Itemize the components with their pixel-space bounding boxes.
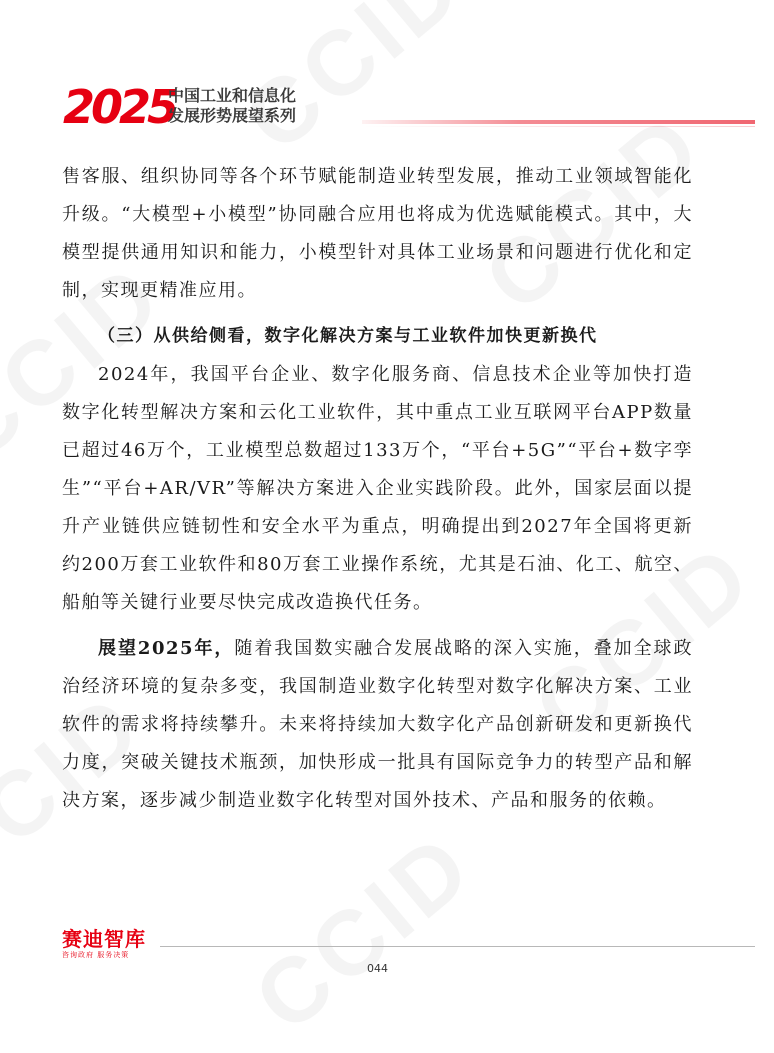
brand-name: 赛迪智库 xyxy=(62,927,146,951)
brand-logo xyxy=(62,928,146,960)
page-number: 044 xyxy=(367,962,388,975)
page-header xyxy=(62,80,755,134)
outlook-text: 随着我国数实融合发展战略的深入实施，叠加全球政治经济环境的复杂多变，我国制造业数字化转型对数字化解决方案、工业软件的需求将持续攀升。未来将持续加大数字化产品创新研发和更新换代力度，突破关键技术瓶颈，加快形成一批具有国际竞争力的转型产品和解决方案，逐步减少制造业数字化转型对国外技术、产品和服务的依赖。 xyxy=(62,638,693,811)
header-divider xyxy=(362,120,755,124)
series-title-line2: 发展形势展望系列 xyxy=(168,106,297,125)
outlook-lead: 展望2025年， xyxy=(98,638,235,659)
paragraph-outlook xyxy=(62,630,693,820)
paragraph-continued: 售客服、组织协同等各个环节赋能制造业转型发展，推动工业领域智能化升级。“大模型+小模型”协同融合应用也将成为优选赋能模式。其中，大模型提供通用知识和能力，小模型针对具体工业场景和问题进行优化和定制，实现更精准应用。 xyxy=(62,166,693,301)
watermark-text xyxy=(235,812,493,1052)
year-logo-text: 2025 xyxy=(63,80,176,134)
year-logo xyxy=(62,80,176,134)
paragraph-2024: 2024年，我国平台企业、数字化服务商、信息技术企业等加快打造数字化转型解决方案和云化工业软件，其中重点工业互联网平台APP数量已超过46万个，工业模型总数超过133万个，“平台+5G”“平台+数字孪生”“平台+AR/VR”等解决方案进入企业实践阶段。此外，国家层面以提升产业链供应链韧性和安全水平为重点，明确提出到2027年全国将更新约200万套工业软件和80万套工业操作系统，尤其是石油、化工、航空、船舶等关键行业要尽快完成改造换代任务。 xyxy=(62,364,693,613)
series-title-line1: 中国工业和信息化 xyxy=(168,86,297,105)
header-divider-thin xyxy=(362,126,755,127)
brand-slogan: 咨询政府 服务决策 xyxy=(62,951,130,959)
footer-divider xyxy=(160,946,755,947)
series-title xyxy=(168,86,296,126)
document-body xyxy=(62,158,693,820)
section-heading: （三）从供给侧看，数字化解决方案与工业软件加快更新换代 xyxy=(98,326,598,346)
